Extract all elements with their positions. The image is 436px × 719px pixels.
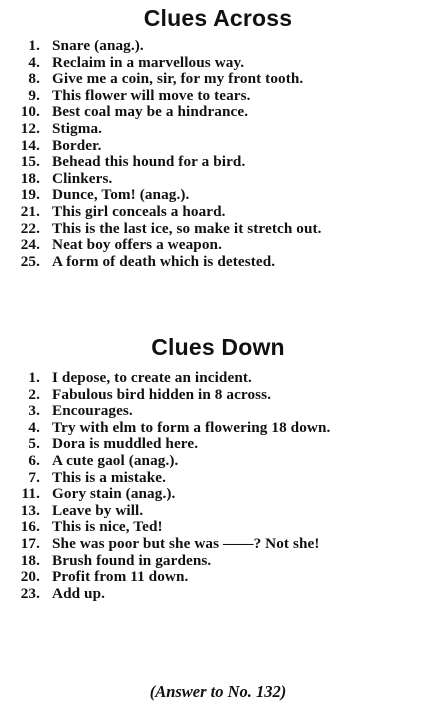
clue-number: 16. [20,518,40,536]
clue-text: Best coal may be a hindrance. [52,103,249,121]
list-item [0,403,436,420]
clue-number: 11. [21,485,40,503]
list-item [0,553,436,570]
clue-number: 3. [28,402,40,420]
clue-number: 4. [28,53,40,71]
clue-text: Give me a coin, sir, for my front tooth. [52,70,304,88]
list-item [0,503,436,520]
clue-text: Neat boy offers a weapon. [52,236,222,254]
clue-text: Leave by will. [52,501,144,519]
list-item [0,88,436,105]
clue-number: 8. [28,70,40,88]
clue-number: 12. [20,119,40,137]
list-item [0,187,436,204]
clue-text: Clinkers. [52,169,113,187]
list-item [0,519,436,536]
clue-number: 18. [20,551,40,569]
answer-reference: (Answer to No. 132) [149,682,287,701]
clue-text: Behead this hound for a bird. [52,153,246,171]
clue-text: Stigma. [52,119,103,137]
clue-text: This is the last ice, so make it stretch out. [52,219,322,237]
list-item [0,436,436,453]
list-item [0,154,436,171]
clue-text: Try with elm to form a flowering 18 down. [52,418,331,436]
list-item [0,470,436,487]
clue-number: 6. [28,451,40,469]
list-item [0,420,436,437]
clue-number: 4. [28,418,40,436]
clue-number: 9. [28,86,40,104]
clue-number: 17. [20,534,40,552]
clues-down-list [0,370,436,602]
clue-text: She was poor but she was ——? Not she! [52,534,320,552]
clue-number: 7. [28,468,40,486]
list-item [0,38,436,55]
list-item [0,486,436,503]
list-item [0,586,436,603]
clue-text: This girl conceals a hoard. [52,202,226,220]
clue-number: 19. [20,186,40,204]
list-item [0,104,436,121]
clue-text: Add up. [52,584,106,602]
list-item [0,237,436,254]
clue-number: 18. [20,169,40,187]
clue-number: 2. [28,385,40,403]
clue-text: Fabulous bird hidden in 8 across. [52,385,272,403]
list-item [0,71,436,88]
clue-text: Snare (anag.). [52,37,144,54]
clue-text: A cute gaol (anag.). [52,451,179,469]
clue-text: Border. [52,136,102,154]
list-item [0,370,436,387]
clues-down-heading: Clues Down [151,334,285,360]
list-item [0,254,436,271]
list-item [0,387,436,404]
clues-across-heading: Clues Across [143,5,293,31]
clue-number: 5. [28,435,40,453]
clue-number: 21. [20,202,40,220]
list-item [0,55,436,72]
clue-number: 22. [20,219,40,237]
clue-number: 20. [20,568,40,586]
list-item [0,121,436,138]
list-item [0,204,436,221]
clues-across-list [0,38,436,270]
list-item [0,536,436,553]
clue-number: 10. [20,103,40,121]
clue-number: 15. [20,153,40,171]
list-item [0,569,436,586]
list-item [0,453,436,470]
clue-number: 23. [20,584,40,602]
clue-text: Gory stain (anag.). [52,485,176,503]
clue-number: 1. [28,369,40,386]
clue-text: This is a mistake. [52,468,167,486]
clue-text: Profit from 11 down. [52,568,189,586]
clue-number: 14. [20,136,40,154]
clue-text: A form of death which is detested. [52,252,276,270]
list-item [0,221,436,238]
list-item [0,138,436,155]
clue-text: Reclaim in a marvellous way. [52,53,245,71]
clue-text: This is nice, Ted! [52,518,163,536]
clue-number: 13. [20,501,40,519]
clue-text: Dora is muddled here. [52,435,199,453]
clue-text: Brush found in gardens. [52,551,212,569]
clue-text: This flower will move to tears. [52,86,251,104]
clue-text: Encourages. [52,402,133,420]
clue-number: 24. [20,236,40,254]
clue-text: Dunce, Tom! (anag.). [52,186,190,204]
clue-number: 1. [28,37,40,54]
list-item [0,171,436,188]
clue-text: I depose, to create an incident. [52,369,252,386]
clue-number: 25. [20,252,40,270]
